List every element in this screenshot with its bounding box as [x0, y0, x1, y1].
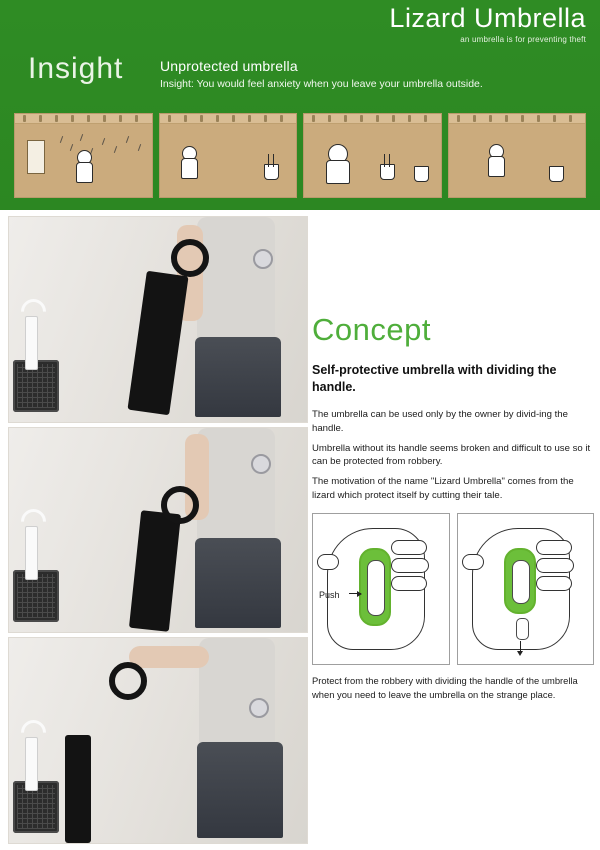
concept-column [312, 216, 594, 844]
umbrella-handle [161, 486, 199, 524]
down-arrow-icon [520, 641, 521, 651]
insight-block [160, 58, 580, 91]
finger-outline [391, 576, 427, 591]
person-jeans [195, 538, 281, 628]
umbrella-stand-sketch [264, 164, 279, 180]
umbrella-stand-sketch [414, 166, 429, 182]
green-handle [359, 548, 391, 626]
concept-paragraph-1: The umbrella can be used only by the owner by divid-ing the handle. [312, 408, 568, 434]
finger-outline [536, 540, 572, 555]
person-torso [199, 638, 275, 750]
person-jeans [197, 742, 283, 838]
insight-text: Insight: You would feel anxiety when you leave your umbrella outside. [160, 78, 483, 90]
person-jeans [195, 337, 281, 417]
notebook-rings [304, 114, 441, 124]
finger-outline [391, 558, 429, 573]
diagram-caption: Protect from the robbery with dividing the handle of the umbrella when you need to leave the umbrella on the strange place. [312, 675, 578, 700]
umbrella-stand-sketch [549, 166, 564, 182]
diagram-release [457, 513, 595, 665]
stand-mesh [17, 574, 55, 618]
push-label: Push [319, 590, 340, 601]
stand-mesh [17, 785, 55, 829]
wrist-watch [253, 249, 273, 269]
figure-body [326, 160, 350, 184]
figure-body [181, 158, 198, 179]
concept-paragraph-3: The motivation of the name "Lizard Umbrella" comes from the lizard which protect itself by cutting their tale. [312, 476, 574, 502]
concept-paragraph-2: Umbrella without its handle seems broken and difficult to use so it can be protected from robbery. [312, 442, 591, 468]
inner-shaft [512, 560, 530, 604]
storyboard-panel-1 [14, 113, 153, 198]
inner-shaft [367, 560, 385, 616]
concept-title: Concept [312, 312, 431, 347]
person-arm [129, 646, 209, 668]
photo-gripping-handle [8, 427, 308, 634]
finger-outline [391, 540, 427, 555]
figure-body [488, 156, 505, 177]
push-arrow-icon [349, 593, 361, 594]
storyboard-panel-3 [303, 113, 442, 198]
diagram-push [312, 513, 450, 665]
storyboard-panel-2 [159, 113, 298, 198]
figure-body [76, 162, 93, 183]
thumb-outline [317, 554, 339, 570]
finger-outline [536, 576, 572, 591]
finger-outline [536, 558, 574, 573]
door-sketch [27, 140, 45, 174]
brand-subtitle: an umbrella is for preventing theft [460, 35, 586, 45]
brand-block [389, 4, 586, 44]
storyboard-panel-4 [448, 113, 587, 198]
handleless-umbrella [65, 735, 91, 843]
diagram-row [312, 513, 594, 665]
photo-detached-handle [8, 637, 308, 844]
header-banner [0, 0, 600, 210]
person-torso [197, 217, 275, 345]
spare-umbrella [25, 526, 38, 580]
detached-shaft [516, 618, 529, 640]
notebook-rings [15, 114, 152, 124]
concept-subtitle: Self-protective umbrella with dividing the handle. [312, 363, 557, 394]
notebook-rings [449, 114, 586, 124]
concept-body [312, 408, 594, 503]
storyboard-strip [14, 113, 586, 198]
photo-holding-umbrella [8, 216, 308, 423]
umbrella-stand-sketch [380, 164, 395, 180]
thumb-outline [462, 554, 484, 570]
stand-mesh [17, 364, 55, 408]
insight-heading: Unprotected umbrella [160, 58, 298, 74]
notebook-rings [160, 114, 297, 124]
photo-column [8, 216, 308, 844]
wrist-watch [251, 454, 271, 474]
brand-title: Lizard Umbrella [389, 3, 586, 33]
insight-word: Insight [28, 52, 124, 85]
umbrella-handle [171, 239, 209, 277]
green-handle [504, 548, 536, 614]
